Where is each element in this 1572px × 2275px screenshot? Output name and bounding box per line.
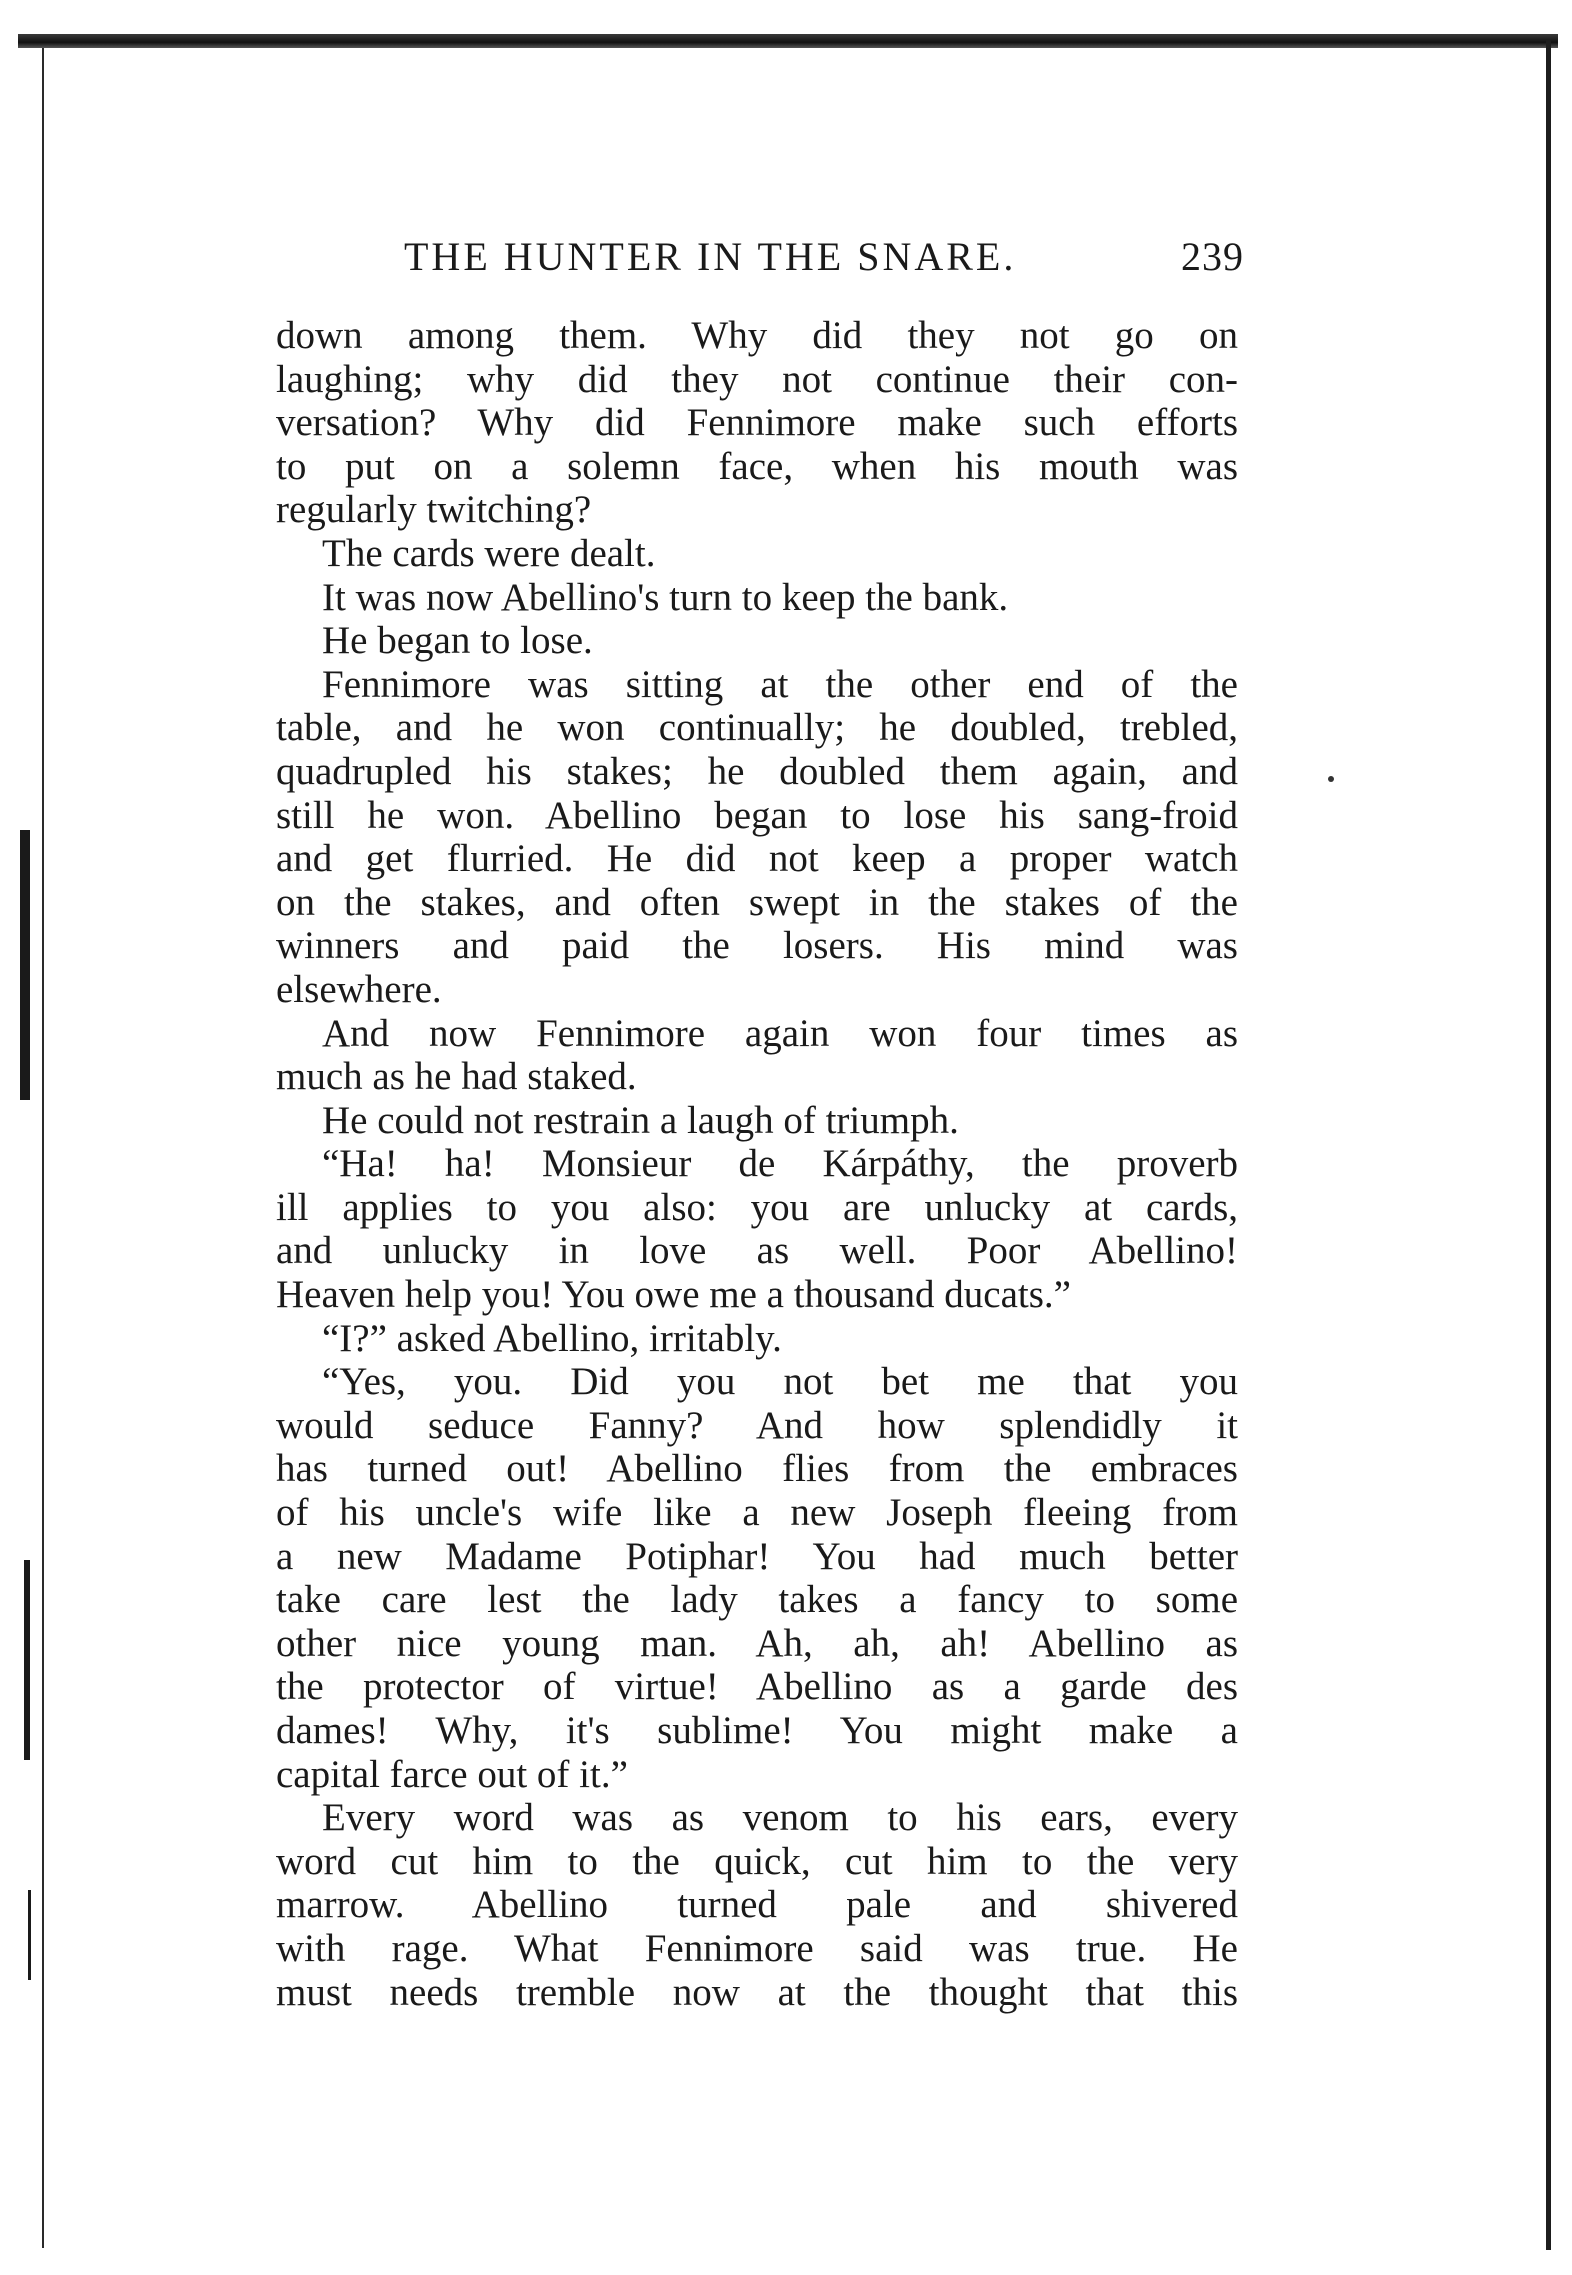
text-line: quadrupled his stakes; he doubled them again, and (276, 749, 1238, 793)
text-line: word cut him to the quick, cut him to the very (276, 1839, 1238, 1883)
text-line: on the stakes, and often swept in the stakes of the (276, 880, 1238, 924)
text-line: capital farce out of it.” (276, 1752, 628, 1796)
text-line: must needs tremble now at the thought that this (276, 1970, 1238, 2014)
text-line: a new Madame Potiphar! You had much better (276, 1534, 1238, 1578)
text-line: other nice young man. Ah, ah, ah! Abellino as (276, 1621, 1238, 1665)
text-line: laughing; why did they not continue their con- (276, 357, 1238, 401)
text-line: regularly twitching? (276, 488, 592, 532)
text-line: versation? Why did Fennimore make such efforts (276, 401, 1238, 445)
left-page-edge (42, 48, 44, 2248)
running-title: THE HUNTER IN THE SNARE. (404, 234, 1017, 279)
text-line: would seduce Fanny? And how splendidly it (276, 1403, 1238, 1447)
text-line: Heaven help you! You owe me a thousand ducats.” (276, 1273, 1071, 1317)
text-line: has turned out! Abellino flies from the embraces (276, 1447, 1238, 1491)
text-line: And now Fennimore again won four times as (322, 1011, 1238, 1055)
text-line: elsewhere. (276, 967, 442, 1011)
text-line: much as he had staked. (276, 1055, 637, 1099)
top-page-edge (18, 34, 1558, 48)
text-line: “I?” asked Abellino, irritably. (322, 1316, 782, 1360)
text-line: winners and paid the losers. His mind was (276, 924, 1238, 968)
right-page-edge (1546, 40, 1551, 2250)
text-line: take care lest the lady takes a fancy to some (276, 1578, 1238, 1622)
text-line: and get flurried. He did not keep a proper watch (276, 837, 1238, 881)
text-line: “Ha! ha! Monsieur de Kárpáthy, the proverb (322, 1142, 1238, 1186)
text-line: to put on a solemn face, when his mouth was (276, 444, 1238, 488)
text-line: He could not restrain a laugh of triumph. (322, 1098, 959, 1142)
text-line: Every word was as venom to his ears, every (322, 1796, 1238, 1840)
text-line: ill applies to you also: you are unlucky at cards, (276, 1185, 1238, 1229)
running-header (404, 232, 1244, 282)
text-line: the protector of virtue! Abellino as a garde des (276, 1665, 1238, 1709)
text-line: dames! Why, it's sublime! You might make a (276, 1709, 1238, 1752)
page-number: 239 (1181, 234, 1244, 279)
text-line: He began to lose. (322, 619, 593, 663)
text-line: marrow. Abellino turned pale and shivered (276, 1883, 1238, 1927)
text-line: Fennimore was sitting at the other end of the (322, 662, 1238, 706)
binding-shadow (28, 1890, 31, 1980)
text-line: still he won. Abellino began to lose his sang-froid (276, 793, 1238, 837)
text-line: down among them. Why did they not go on (276, 314, 1238, 357)
text-line: “Yes, you. Did you not bet me that you (322, 1360, 1238, 1404)
ink-speck (1328, 776, 1334, 782)
text-line: of his uncle's wife like a new Joseph fleeing from (276, 1491, 1238, 1535)
text-line: The cards were dealt. (322, 531, 656, 575)
binding-shadow (20, 830, 30, 1100)
page-body-text (276, 314, 1238, 2014)
text-line: It was now Abellino's turn to keep the bank. (322, 575, 1009, 619)
text-line: with rage. What Fennimore said was true. He (276, 1926, 1238, 1970)
binding-shadow (24, 1560, 30, 1760)
text-line: table, and he won continually; he doubled, trebled, (276, 706, 1238, 750)
text-line: and unlucky in love as well. Poor Abellino! (276, 1229, 1238, 1273)
